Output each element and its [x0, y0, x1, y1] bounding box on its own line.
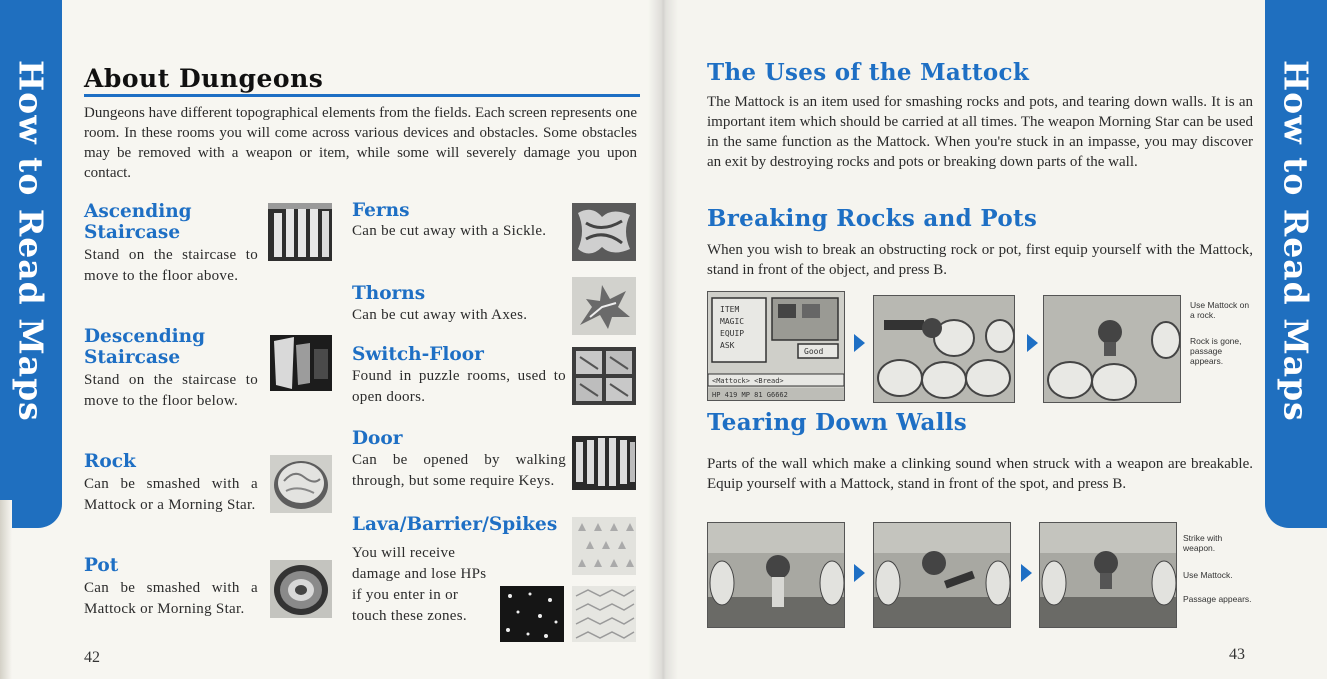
item-text-switch-floor: Found in puzzle rooms, used to open doors.: [352, 368, 566, 405]
title-rule: [84, 94, 640, 97]
menu-status-line: <Mattock> <Bread>: [712, 377, 784, 385]
screenshot-rock-strike: [873, 295, 1015, 403]
item-title-descending-staircase: [84, 326, 205, 368]
item-title-ferns: Ferns: [352, 200, 410, 221]
page-number-right: 43: [1229, 646, 1245, 663]
item-title-rock: Rock: [84, 451, 136, 472]
side-tab-right: [1265, 0, 1327, 528]
rock-icon: [270, 455, 332, 513]
spikes-tile: [572, 586, 636, 642]
screenshot-rock-gone: [1043, 295, 1181, 403]
menu-ask-label: ASK: [720, 341, 735, 350]
screenshot-menu: [707, 291, 845, 401]
menu-hp-line: HP 419 MP 81 G6662: [712, 391, 788, 399]
item-title-line1: Descending: [84, 326, 206, 347]
descending-staircase-icon: [270, 335, 332, 391]
section-title-mattock: The Uses of the Mattock: [707, 59, 1030, 86]
item-text-ascending-staircase: Stand on the staircase to move to the floor above.: [84, 247, 258, 284]
item-title-thorns: Thorns: [352, 283, 426, 304]
switch-floor-icon: [572, 347, 636, 405]
page-edge: [0, 500, 12, 679]
menu-good-label: Good: [804, 347, 824, 356]
item-text-lava-barrier-spikes: You will receive damage and lose HPs if you enter in or touch these zones.: [352, 545, 487, 624]
arrow-right-icon: [1027, 334, 1038, 352]
item-title-switch-floor: Switch-Floor: [352, 344, 484, 365]
thorns-icon: [572, 277, 636, 335]
arrow-right-icon: [1021, 564, 1032, 582]
caption-rock-gone: Rock is gone, passage appears.: [1190, 336, 1242, 366]
book-gutter: [648, 0, 678, 679]
arrow-right-icon: [854, 334, 865, 352]
item-text-descending-staircase: Stand on the staircase to move to the floor below.: [84, 372, 258, 409]
caption-strike-weapon: Strike with weapon.: [1183, 533, 1223, 553]
caption-use-mattock-rock: Use Mattock on a rock.: [1190, 300, 1250, 320]
section-text-walls: Parts of the wall which make a clinking sound when struck with a weapon are breakable. Equip yourself with a Mattock, stand in front of the spot, and press B.: [707, 456, 1253, 492]
menu-item-label: ITEM: [720, 305, 740, 314]
screenshot-wall-mattock: [873, 522, 1011, 628]
section-text-mattock: The Mattock is an item used for smashing rocks and pots, and tearing down walls. It is an important item which should be carried at all times. The weapon Morning Star can be used in the same function as the Mattock. When you're stuck in an impasse, you may discover an exit by destroying rocks and pots or breaking down parts of the wall.: [707, 94, 1253, 170]
section-title-rocks-pots: Breaking Rocks and Pots: [707, 205, 1038, 232]
screenshot-wall-passage: [1039, 522, 1177, 628]
lava-tile: [572, 517, 636, 575]
item-title-line2: Staircase: [84, 347, 181, 368]
left-page: [0, 0, 663, 679]
item-title-lava-barrier-spikes: Lava/Barrier/Spikes: [352, 514, 558, 535]
side-tab-left: [0, 0, 62, 528]
page-number-left: 42: [84, 649, 100, 666]
item-title-pot: Pot: [84, 555, 119, 576]
barrier-tile: [500, 586, 564, 642]
side-tab-label: How to Read Maps: [11, 60, 51, 422]
pot-icon: [270, 560, 332, 618]
menu-equip-label: EQUIP: [720, 329, 745, 338]
item-text-thorns: Can be cut away with Axes.: [352, 307, 528, 323]
caption-passage-appears: Passage appears.: [1183, 594, 1252, 604]
item-title-line2: Staircase: [84, 222, 181, 243]
item-text-rock: Can be smashed with a Mattock or a Morning Star.: [84, 476, 258, 513]
right-page: [663, 0, 1327, 679]
arrow-right-icon: [854, 564, 865, 582]
menu-magic-label: MAGIC: [720, 317, 745, 326]
ascending-staircase-icon: [268, 203, 332, 261]
caption-use-mattock: Use Mattock.: [1183, 570, 1233, 580]
ferns-icon: [572, 203, 636, 261]
item-text-door: Can be opened by walking through, but some require Keys.: [352, 452, 566, 489]
item-text-ferns: Can be cut away with a Sickle.: [352, 223, 547, 239]
door-icon: [572, 436, 636, 490]
item-title-door: Door: [352, 428, 403, 449]
page-title: About Dungeons: [84, 64, 324, 93]
screenshot-wall-strike: [707, 522, 845, 628]
section-title-walls: Tearing Down Walls: [707, 409, 968, 436]
item-title-line1: Ascending: [84, 201, 192, 222]
side-tab-label: How to Read Maps: [1276, 60, 1316, 422]
section-text-rocks-pots: When you wish to break an obstructing rock or pot, first equip yourself with the Mattock, stand in front of the object, and press B.: [707, 242, 1253, 278]
intro-text: Dungeons have different topographical elements from the fields. Each screen represents one room. In these rooms you will come across various devices and obstacles. Some obstacles may be removed with a weapon or item, while some will severely damage you upon contact.: [84, 105, 637, 181]
item-title-ascending-staircase: [84, 201, 192, 243]
item-text-pot: Can be smashed with a Mattock or Morning Star.: [84, 580, 258, 617]
